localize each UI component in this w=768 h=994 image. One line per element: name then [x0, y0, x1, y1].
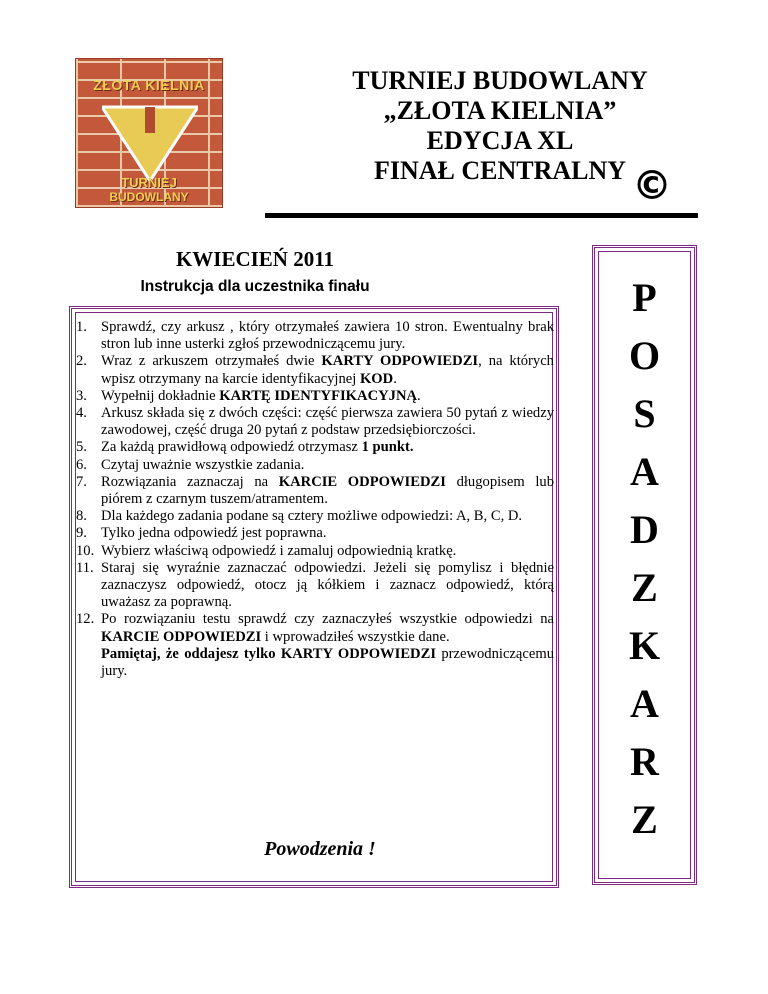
- instruction-text: Dla każdego zadania podane są cztery możliwe odpowiedzi: A, B, C, D.: [101, 508, 523, 525]
- instruction-item: [76, 543, 554, 560]
- header-divider: [265, 213, 698, 218]
- instruction-text: Rozwiązania zaznaczaj na: [101, 473, 279, 490]
- instruction-text: KOD: [359, 370, 394, 387]
- instruction-text: Arkusz składa się z dwóch części: część pierwsza zawiera 50 pytań z wiedzy zawodowej, część druga 20 pytań z podstaw przedsiębiorczości.: [101, 405, 554, 439]
- trowel-triangle-icon: [102, 103, 198, 183]
- side-letter: O: [628, 333, 661, 378]
- instruction-note: [76, 646, 554, 680]
- copyright-icon: ©: [632, 163, 672, 209]
- instruction-text: Po rozwiązaniu testu sprawdź czy zaznaczyłeś wszystkie odpowiedzi na: [101, 611, 554, 628]
- instruction-text: Wraz z arkuszem otrzymałeś dwie: [101, 353, 322, 370]
- instruction-text: Za każdą prawidłową odpowiedź otrzymasz: [101, 439, 362, 456]
- instruction-item: [76, 439, 554, 456]
- instruction-number: 4.: [76, 405, 87, 422]
- side-word-frame: [592, 245, 697, 885]
- instruction-number: 5.: [76, 439, 87, 456]
- instruction-text: KARTĘ IDENTYFIKACYJNĄ: [219, 387, 418, 404]
- instruction-text: .: [393, 370, 397, 387]
- side-letter: Z: [631, 565, 658, 610]
- instruction-item: [76, 474, 554, 508]
- instruction-number: 9.: [76, 525, 87, 542]
- side-letter: A: [630, 681, 659, 726]
- side-letter: A: [630, 449, 659, 494]
- instruction-text: i wprowadziłeś wszystkie dane.: [261, 628, 450, 645]
- instruction-number: 7.: [76, 473, 87, 490]
- instruction-number: 1.: [76, 319, 87, 335]
- instruction-item: [76, 388, 554, 405]
- date-heading: KWIECIEŃ 2011: [175, 247, 335, 271]
- instruction-number: 6.: [76, 456, 87, 473]
- instruction-text: długopisem lub piórem z czarnym tuszem/atramentem.: [101, 473, 554, 508]
- instruction-item: [76, 525, 554, 542]
- instructions-list: [76, 319, 554, 680]
- instruction-text: Tylko jedna odpowiedź jest poprawna.: [101, 525, 327, 542]
- instruction-text: 1 punkt.: [361, 439, 414, 456]
- instruction-item: [76, 319, 554, 353]
- instruction-item: [76, 353, 554, 387]
- logo-top-text: ZŁOTA KIELNIA: [93, 77, 205, 93]
- instruction-text: Czytaj uważnie wszystkie zadania.: [101, 456, 305, 473]
- good-luck-text: Powodzenia !: [264, 838, 376, 860]
- instruction-text: KARCIE ODPOWIEDZI: [101, 628, 262, 645]
- header-line-3: EDYCJA XL: [426, 126, 574, 155]
- instruction-text: Sprawdź, czy arkusz , który otrzymałeś zawiera 10 stron. Ewentualny brak stron lub inne usterki zgłoś przewodniczącemu jury.: [101, 319, 554, 353]
- instruction-item: [76, 457, 554, 474]
- header-line-1: TURNIEJ BUDOWLANY: [352, 66, 648, 95]
- instruction-text: , na których wpisz otrzymany na karcie identyfikacyjnej: [101, 353, 554, 387]
- header-line-2: „ZŁOTA KIELNIA”: [383, 96, 617, 125]
- side-letter: S: [633, 391, 656, 436]
- instruction-text: KARTY ODPOWIEDZI: [321, 353, 479, 370]
- side-letter: D: [630, 507, 659, 552]
- instruction-item: [76, 611, 554, 645]
- instruction-item: [76, 508, 554, 525]
- logo-bottom-text-2: BUDOWLANY: [109, 190, 189, 204]
- note-text: Pamiętaj, że oddajesz tylko KARTY ODPOWIEDZI: [101, 645, 436, 662]
- logo: [75, 58, 223, 208]
- instruction-number: 12.: [76, 611, 95, 628]
- instruction-text: Wybierz właściwą odpowiedź i zamaluj odpowiednią kratkę.: [101, 542, 457, 559]
- side-letter: R: [630, 739, 659, 784]
- instruction-item: [76, 405, 554, 439]
- side-letter: Z: [631, 797, 658, 842]
- logo-bottom-text-1: TURNIEJ: [121, 175, 177, 190]
- instruction-number: 3.: [76, 387, 87, 404]
- subtitle: Instrukcja dla uczestnika finału: [140, 278, 370, 295]
- instruction-number: 2.: [76, 353, 87, 370]
- header-line-4: FINAŁ CENTRALNY: [373, 156, 627, 185]
- side-letter: K: [628, 623, 661, 668]
- instruction-text: KARCIE ODPOWIEDZI: [278, 473, 446, 490]
- instruction-text: .: [417, 387, 421, 404]
- instruction-text: Wypełnij dokładnie: [101, 387, 220, 404]
- instruction-number: 8.: [76, 508, 87, 525]
- instruction-number: 11.: [76, 559, 94, 576]
- instruction-item: [76, 560, 554, 612]
- instruction-number: 10.: [76, 542, 95, 559]
- note-text: przewodniczącemu jury.: [101, 645, 554, 680]
- instruction-text: Staraj się wyraźnie zaznaczać odpowiedzi. Jeżeli się pomylisz i błędnie zaznaczysz odpowiedź, otocz ją kółkiem i zaznacz odpowiedź, którą uważasz za poprawną.: [101, 559, 554, 611]
- side-letter: P: [632, 275, 657, 320]
